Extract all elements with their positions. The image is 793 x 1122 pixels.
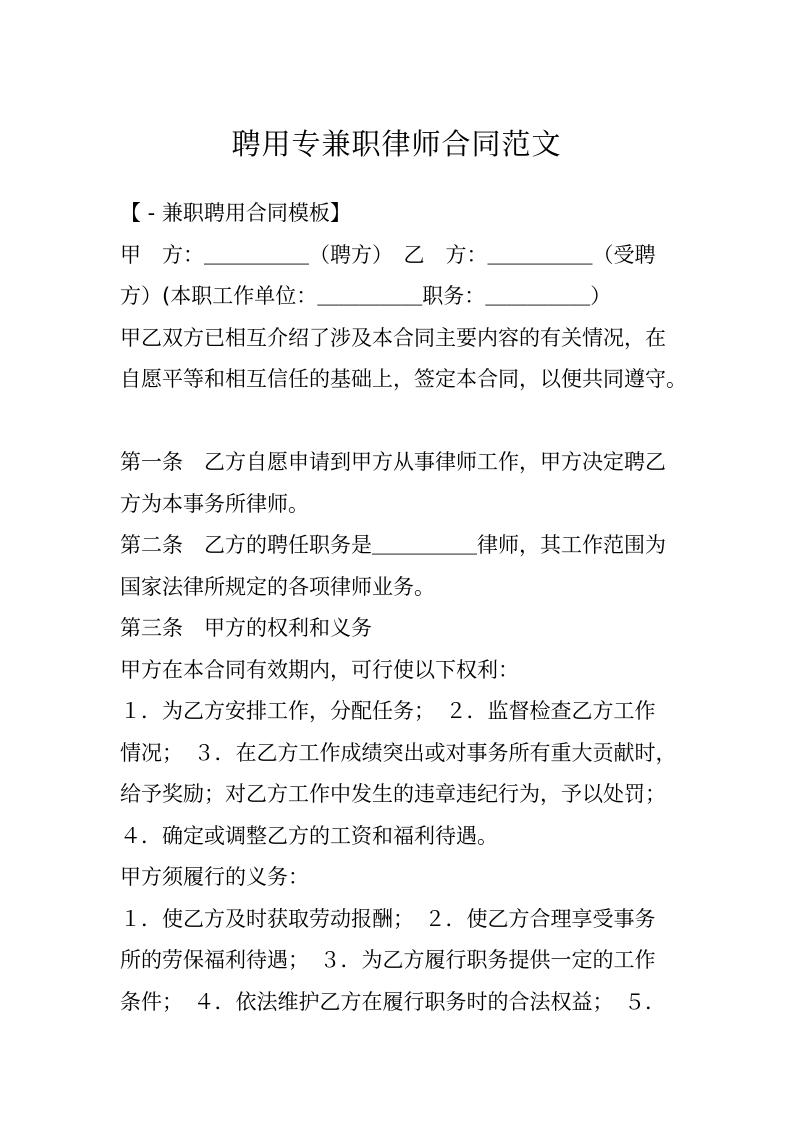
paragraph-line: 第一条 乙方自愿申请到甲方从事律师工作，甲方决定聘乙 <box>120 450 666 474</box>
document-body <box>120 193 687 1023</box>
paragraph-line: 甲 方：＿＿＿＿＿（聘方） 乙 方：＿＿＿＿＿（受聘 <box>120 242 656 267</box>
paragraph-line: 第三条 甲方的权利和义务 <box>120 616 372 640</box>
paragraph-line: 条件； ４．依法维护乙方在履行职务时的合法权益； ５． <box>120 989 666 1014</box>
paragraph-line: 甲乙双方已相互介绍了涉及本合同主要内容的有关情况，在 <box>120 325 666 350</box>
paragraph-line: 甲方在本合同有效期内，可行使以下权利： <box>120 657 519 682</box>
paragraph-line: 方为本事务所律师。 <box>120 491 309 516</box>
paragraph-line: 情况； ３．在乙方工作成绩突出或对事务所有重大贡献时， <box>120 740 677 765</box>
paragraph-line: 自愿平等和相互信任的基础上，签定本合同，以便共同遵守。 <box>120 367 687 391</box>
document-title: 聘用专兼职律师合同范文 <box>231 127 562 161</box>
paragraph-line: 给予奖励；对乙方工作中发生的违章违纪行为，予以处罚； <box>120 782 666 806</box>
paragraph-line: 所的劳保福利待遇； ３．为乙方履行职务提供一定的工作 <box>120 948 656 972</box>
paragraph-line: 方）(本职工作单位：＿＿＿＿＿职务：＿＿＿＿＿） <box>120 284 612 308</box>
paragraph-line: １．为乙方安排工作，分配任务； ２．监督检查乙方工作 <box>120 699 656 723</box>
paragraph-line: 国家法律所规定的各项律师业务。 <box>120 574 435 599</box>
paragraph-line: 甲方须履行的义务： <box>120 865 309 889</box>
paragraph-line: ４．确定或调整乙方的工资和福利待遇。 <box>120 823 498 848</box>
paragraph-line: 【 - 兼职聘用合同模板】 <box>120 201 351 225</box>
paragraph-line: 第二条 乙方的聘任职务是＿＿＿＿＿律师，其工作范围为 <box>120 533 666 557</box>
paragraph-line: １．使乙方及时获取劳动报酬； ２．使乙方合理享受事务 <box>120 906 656 931</box>
blank-line <box>120 401 680 443</box>
